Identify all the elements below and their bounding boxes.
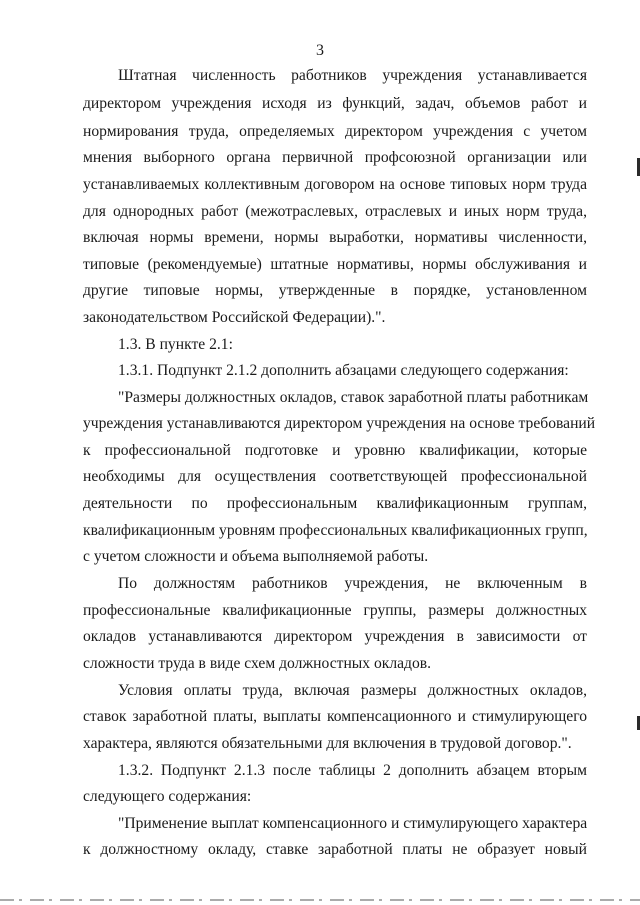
text-line: характера, являются обязательными для включения в трудовой договор.". bbox=[83, 735, 572, 752]
text-line: для однородных работ (межотраслевых, отраслевых и иных норм труда, bbox=[83, 203, 587, 220]
text-line: другие типовые нормы, утвержденные в порядке, установленном bbox=[83, 282, 587, 299]
text-line: окладов устанавливаются директором учреждения в зависимости от bbox=[83, 628, 587, 645]
text-line: деятельности по профессиональным квалификационным группам, bbox=[83, 495, 587, 512]
text-line: включая нормы времени, нормы выработки, нормативы численности, bbox=[83, 229, 587, 246]
text-line: мнения выборного органа первичной профсоюзной организации или bbox=[83, 149, 587, 166]
text-line: директором учреждения исходя из функций, задач, объемов работ и bbox=[83, 95, 587, 112]
text-line: 1.3.1. Подпункт 2.1.2 дополнить абзацами следующего содержания: bbox=[118, 362, 569, 379]
text-line: "Применение выплат компенсационного и стимулирующего характера bbox=[118, 815, 588, 832]
text-line: По должностям работников учреждения, не включенным в bbox=[118, 575, 587, 592]
text-line: типовые (рекомендуемые) штатные нормативы, нормы обслуживания и bbox=[83, 256, 587, 273]
text-line: нормирования труда, определяемых директором учреждения с учетом bbox=[83, 123, 587, 140]
text-line: "Размеры должностных окладов, ставок заработной платы работникам bbox=[118, 389, 589, 406]
text-line: следующего содержания: bbox=[83, 788, 252, 805]
text-line: законодательством Российской Федерации).". bbox=[83, 309, 386, 326]
text-line: к профессиональной подготовке и уровню квалификации, которые bbox=[83, 442, 587, 459]
text-line: Штатная численность работников учреждения устанавливается bbox=[118, 67, 587, 84]
text-line: профессиональные квалификационные группы, размеры должностных bbox=[83, 602, 587, 619]
text-line: сложности труда в виде схем должностных окладов. bbox=[83, 655, 432, 672]
section-heading: 1.3. В пункте 2.1: bbox=[118, 336, 233, 353]
page-number: 3 bbox=[316, 42, 324, 59]
text-line: 1.3.2. Подпункт 2.1.3 после таблицы 2 дополнить абзацем вторым bbox=[118, 762, 587, 779]
text-line: с учетом сложности и объема выполняемой работы. bbox=[83, 548, 429, 565]
text-line: устанавливаемых коллективным договором на основе типовых норм труда bbox=[83, 176, 587, 193]
text-line: ставок заработной платы, выплаты компенсационного и стимулирующего bbox=[83, 708, 587, 725]
text-line: квалификационным уровням профессиональных квалификационных групп, bbox=[83, 522, 588, 539]
text-line: учреждения устанавливаются директором учреждения на основе требований bbox=[83, 415, 596, 432]
text-line: Условия оплаты труда, включая размеры должностных окладов, bbox=[118, 682, 587, 699]
scan-bottom-edge bbox=[0, 899, 640, 901]
text-line: необходимы для осуществления соответствующей профессиональной bbox=[83, 468, 587, 485]
text-line: к должностному окладу, ставке заработной платы не образует новый bbox=[83, 841, 587, 858]
